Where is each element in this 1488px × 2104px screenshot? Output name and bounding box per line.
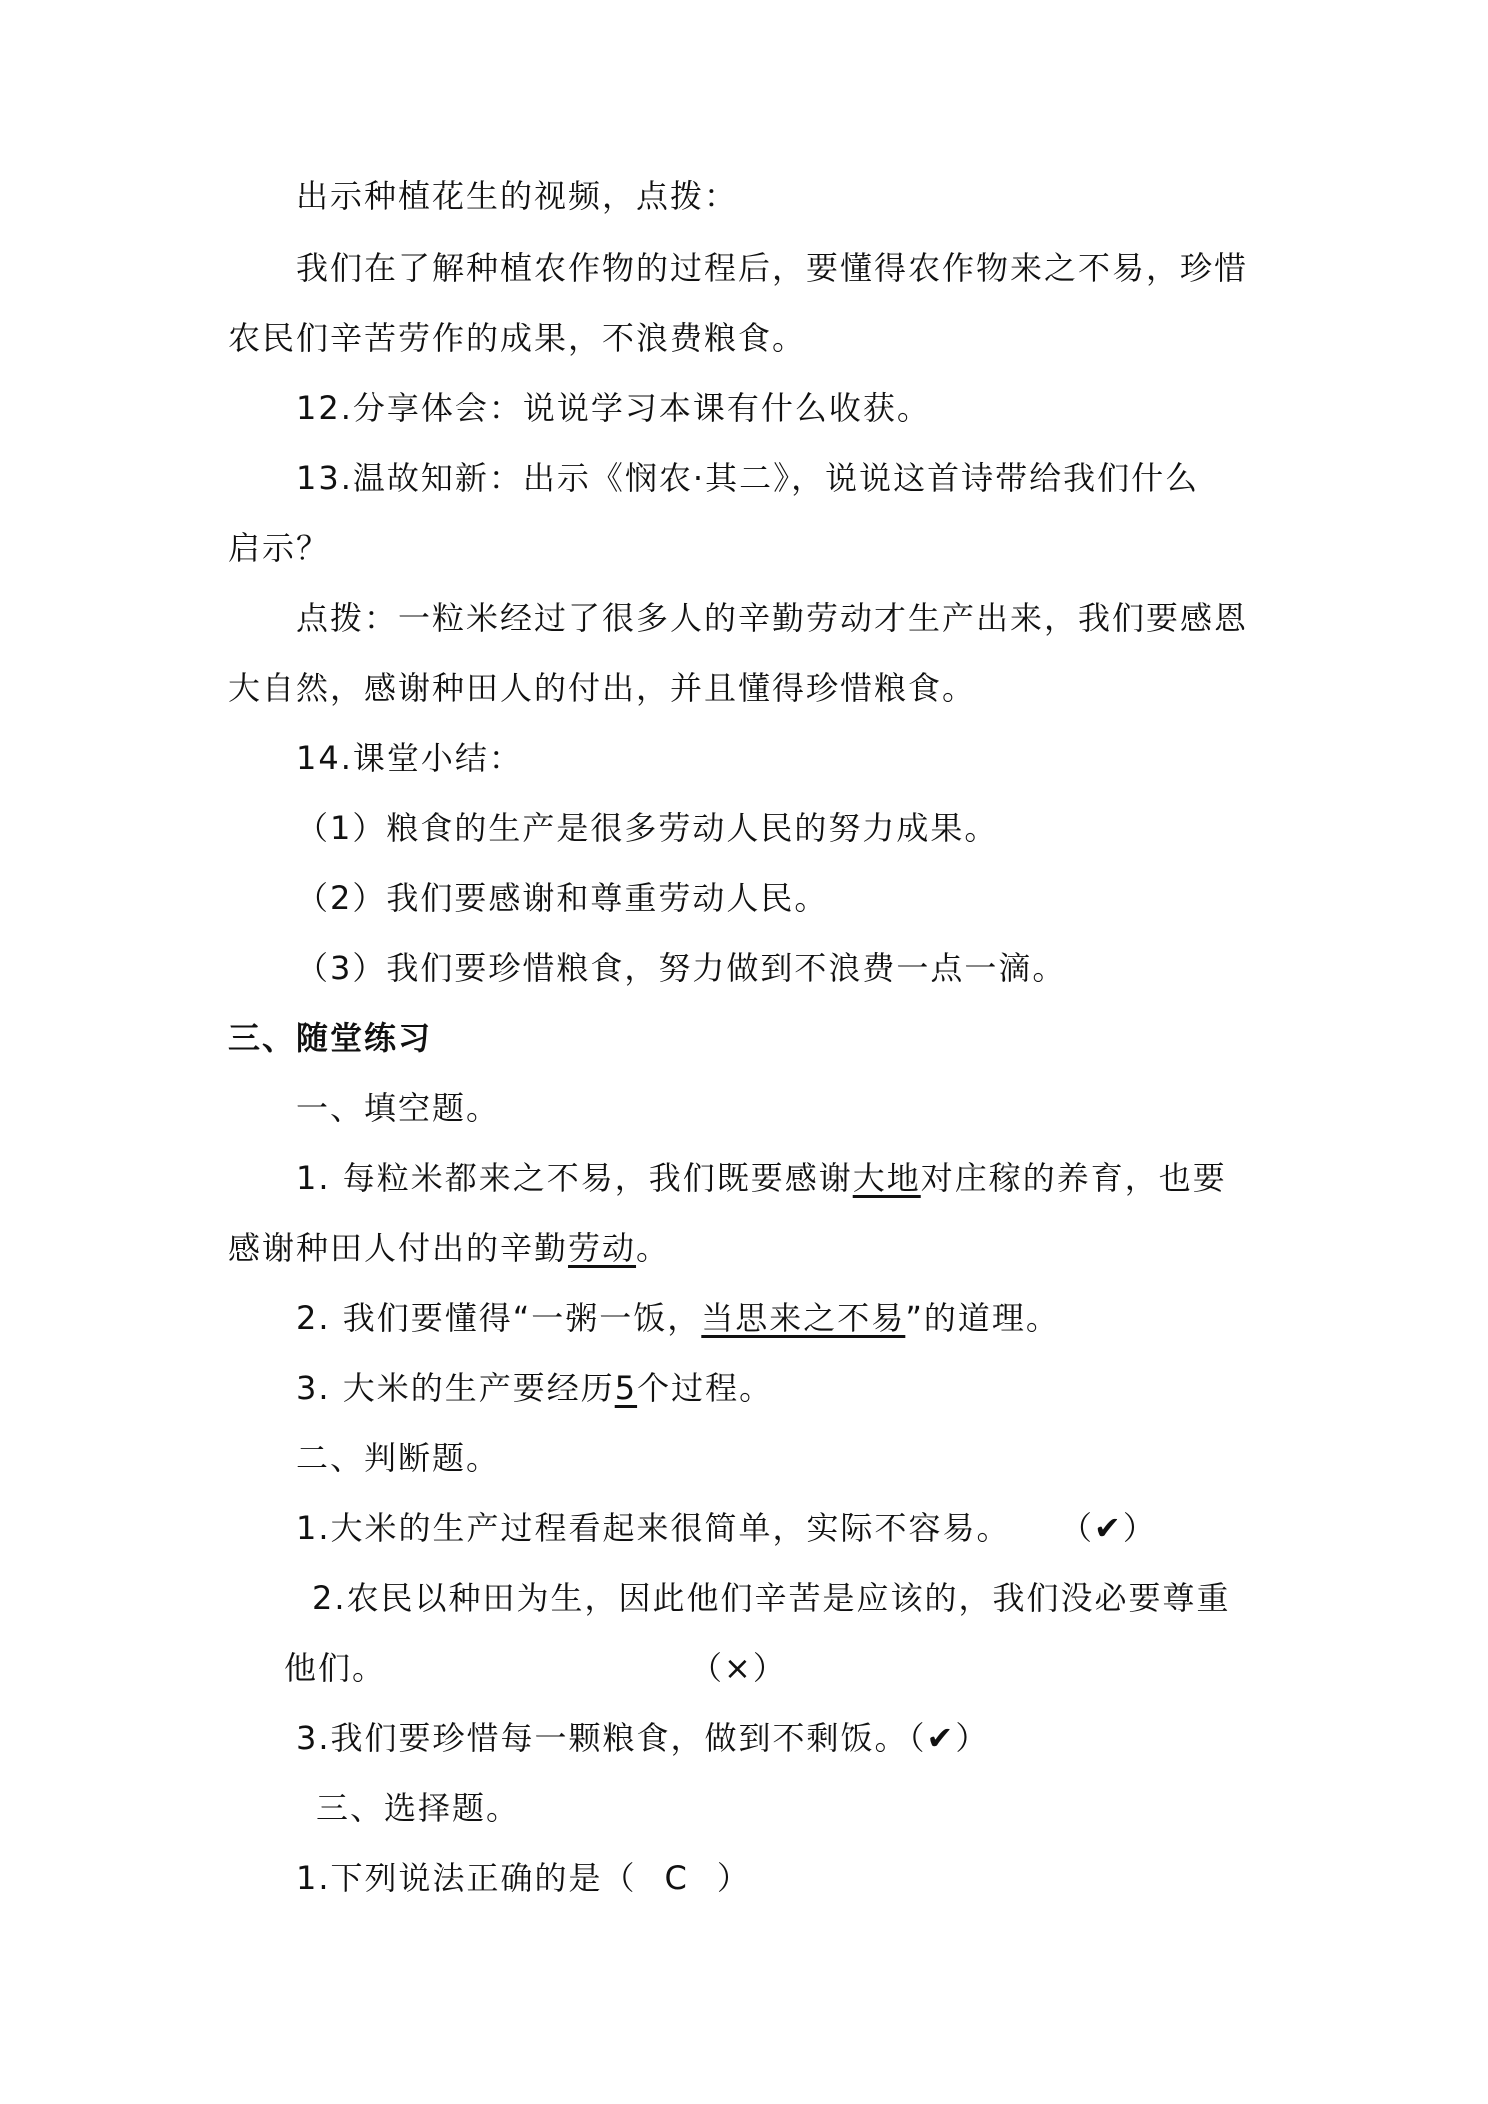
question-text: 1.下列说法正确的是（ xyxy=(296,1859,637,1897)
question-text: ） xyxy=(716,1859,751,1897)
question-text: 对庄稼的养育，也要 xyxy=(920,1159,1227,1197)
question-text: 3. 大米的生产要经历 xyxy=(296,1369,615,1407)
answer-blank: 大地 xyxy=(852,1159,921,1197)
paragraph-line: 我们在了解种植农作物的过程后，要懂得农作物来之不易，珍惜 xyxy=(296,249,1249,287)
fill-blank-question-2 xyxy=(296,1298,1060,1338)
true-false-question-2: 2.农民以种田为生，因此他们辛苦是应该的，我们没必要尊重 xyxy=(312,1579,1231,1617)
answer-blank: 当思来之不易 xyxy=(701,1299,906,1337)
paragraph-line: 12.分享体会：说说学习本课有什么收获。 xyxy=(296,389,931,427)
true-false-heading: 二、判断题。 xyxy=(296,1439,501,1477)
cross-mark-answer: （×） xyxy=(690,1649,787,1687)
answer-blank: 5 xyxy=(614,1369,638,1407)
question-text: 3.我们要珍惜每一颗粮食，做到不剩饭。 xyxy=(296,1719,909,1757)
summary-item: （1）粮食的生产是很多劳动人民的努力成果。 xyxy=(296,809,999,847)
paragraph-line: 13.温故知新：出示《悯农·其二》，说说这首诗带给我们什么 xyxy=(296,459,1200,497)
choice-answer: C xyxy=(664,1859,689,1897)
paragraph-line: 点拨：一粒米经过了很多人的辛勤劳动才生产出来，我们要感恩 xyxy=(296,599,1249,637)
check-mark-answer: （✔） xyxy=(908,1719,990,1757)
question-text: 1.大米的生产过程看起来很简单，实际不容易。 xyxy=(296,1509,1011,1547)
fill-blank-question-1 xyxy=(296,1158,1227,1198)
true-false-question-3 xyxy=(296,1718,989,1758)
paragraph-line: 大自然，感谢种田人的付出，并且懂得珍惜粮食。 xyxy=(228,669,977,707)
question-text: 。 xyxy=(636,1229,671,1267)
paragraph-line: 14.课堂小结： xyxy=(296,739,523,777)
choice-heading: 三、选择题。 xyxy=(316,1789,521,1827)
true-false-question-2-cont: 他们。 xyxy=(284,1649,387,1687)
fill-blank-question-3 xyxy=(296,1368,773,1408)
question-text: ”的道理。 xyxy=(905,1299,1060,1337)
question-text: 感谢种田人付出的辛勤 xyxy=(228,1229,569,1267)
choice-question-1 xyxy=(296,1858,751,1898)
question-text: 1. 每粒米都来之不易，我们既要感谢 xyxy=(296,1159,853,1197)
summary-item: （3）我们要珍惜粮食，努力做到不浪费一点一滴。 xyxy=(296,949,1067,987)
paragraph-line: 出示种植花生的视频，点拨： xyxy=(296,177,739,215)
section-heading: 三、随堂练习 xyxy=(228,1019,433,1057)
paragraph-line: 农民们辛苦劳作的成果，不浪费粮食。 xyxy=(228,319,807,357)
question-text: 个过程。 xyxy=(637,1369,774,1407)
answer-blank: 劳动 xyxy=(568,1229,637,1267)
check-mark-answer: （✔） xyxy=(1060,1509,1157,1547)
summary-item: （2）我们要感谢和尊重劳动人民。 xyxy=(296,879,829,917)
fill-blank-heading: 一、填空题。 xyxy=(296,1089,501,1127)
question-text: 2. 我们要懂得“一粥一饭， xyxy=(296,1299,702,1337)
true-false-question-1 xyxy=(296,1508,1011,1548)
fill-blank-question-1-cont xyxy=(228,1228,670,1268)
paragraph-line: 启示？ xyxy=(228,529,331,567)
